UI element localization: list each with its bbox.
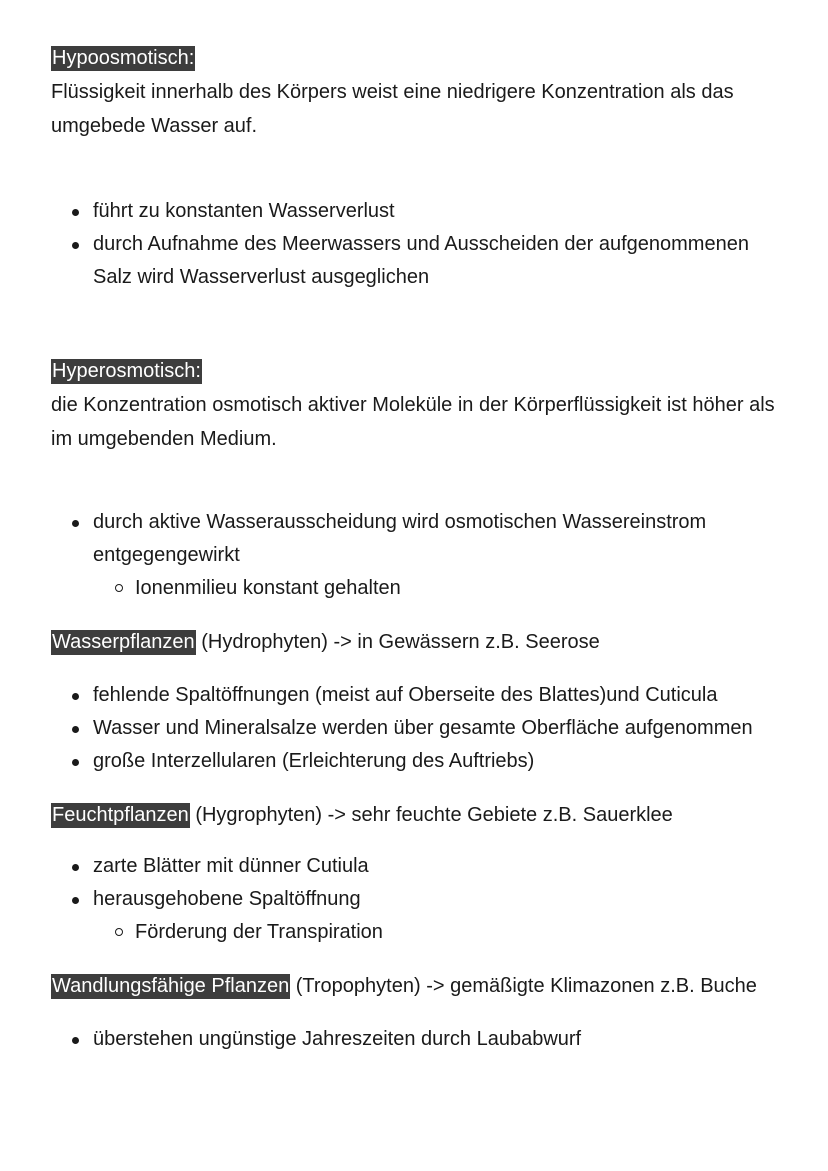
bullet-list: [51, 506, 791, 605]
section-text: Flüssigkeit innerhalb des Körpers weist eine niedrigere Konzentration als das umgebede Wasser auf.: [51, 81, 734, 137]
section-intro: [51, 798, 791, 832]
list-item: große Interzellularen (Erleichterung des Auftriebs): [51, 745, 791, 778]
list-item: überstehen ungünstige Jahreszeiten durch Laubabwurf: [51, 1023, 791, 1056]
section-heading: Wasserpflanzen: [52, 631, 195, 653]
section-text: (Tropophyten) -> gemäßigte Klimazonen z.B. Buche: [290, 975, 757, 997]
section-text: die Konzentration osmotisch aktiver Moleküle in der Körperflüssigkeit ist höher als im umgebenden Medium.: [51, 394, 775, 450]
bullet-list: [51, 195, 791, 294]
section-intro: [51, 625, 791, 659]
sub-list-item: Förderung der Transpiration: [93, 916, 791, 949]
list-item: [51, 883, 791, 949]
list-item: Wasser und Mineralsalze werden über gesamte Oberfläche aufgenommen: [51, 712, 791, 745]
section-heading: Hyperosmotisch:: [52, 360, 201, 382]
section-feuchtpflanzen: [51, 798, 791, 949]
section-hyperosmotisch: [51, 355, 791, 605]
section-text: (Hygrophyten) -> sehr feuchte Gebiete z.B. Sauerklee: [189, 804, 673, 826]
document-page: [51, 40, 791, 1056]
list-item: führt zu konstanten Wasserverlust: [51, 195, 791, 228]
bullet-list: [51, 850, 791, 949]
list-item: [51, 506, 791, 605]
list-item: fehlende Spaltöffnungen (meist auf Oberseite des Blattes)und Cuticula: [51, 679, 791, 712]
section-text: (Hydrophyten) -> in Gewässern z.B. Seerose: [195, 631, 600, 653]
list-item: durch Aufnahme des Meerwassers und Ausscheiden der aufgenommenen Salz wird Wasserverlust ausgeglichen: [51, 228, 791, 294]
list-item-text: durch aktive Wasserausscheidung wird osmotischen Wassereinstrom entgegengewirkt: [93, 511, 707, 566]
section-wandlungsfaehige-pflanzen: [51, 969, 791, 1056]
section-intro: [51, 969, 791, 1003]
section-heading: Feuchtpflanzen: [52, 804, 189, 826]
sub-list-item: Ionenmilieu konstant gehalten: [93, 572, 791, 605]
list-item-text: herausgehobene Spaltöffnung: [93, 888, 361, 910]
section-hypoosmotisch: [51, 42, 791, 294]
sub-bullet-list: [93, 916, 791, 949]
list-item: zarte Blätter mit dünner Cutiula: [51, 850, 791, 883]
section-heading: Hypoosmotisch:: [52, 47, 195, 69]
section-wasserpflanzen: [51, 625, 791, 778]
sub-bullet-list: [93, 572, 791, 605]
bullet-list: [51, 1023, 791, 1056]
section-heading: Wandlungsfähige Pflanzen: [52, 975, 290, 997]
bullet-list: [51, 679, 791, 778]
